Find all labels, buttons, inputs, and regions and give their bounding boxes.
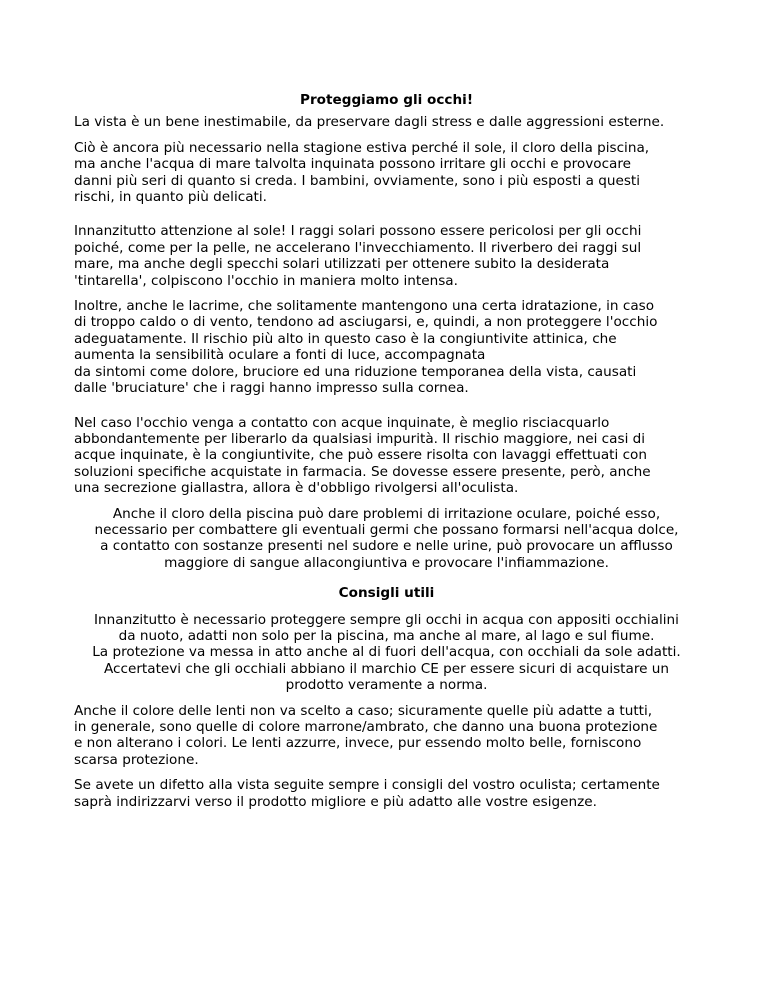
paragraph-sun: Innanzitutto attenzione al sole! I raggi solari possono essere pericolosi per gli occhi poiché, come per la pelle, ne accelerano l'invecchiamento. Il riverbero dei raggi sul mare, ma anche degli specchi solari utilizzati per ottenere subito la desiderata 'tintarella', colpiscono l'occhio in maniera molto intensa. (74, 223, 642, 289)
paragraph-polluted-water: Nel caso l'occhio venga a contatto con acque inquinate, è meglio risciacquarlo abbondantemente per liberarlo da qualsiasi impurità. Il rischio maggiore, nei casi di acque inquinate, è la congiuntivite, che può essere risolta con lavaggi effettuati con soluzioni specifiche acquistate in farmacia. Se dovesse essere presente, però, anche una secrezione giallastra, allora è d'obbligo rivolgersi all'oculista. (74, 414, 651, 497)
paragraph-optician: Se avete un difetto alla vista seguite sempre i consigli del vostro oculista; certamente saprà indirizzarvi verso il prodotto migliore e più adatto alle vostre esigenze. (74, 777, 660, 810)
section-heading: Consigli utili (338, 585, 435, 602)
paragraph-intro: La vista è un bene inestimabile, da preservare dagli stress e dalle aggressioni esterne. (74, 114, 665, 131)
paragraph-goggles: Innanzitutto è necessario proteggere sempre gli occhi in acqua con appositi occhialini da nuoto, adatti non solo per la piscina, ma anche al mare, al lago e sul fiume. La protezione va messa in atto anche al di fuori dell'acqua, con occhiali da sole adatti. Accertatevi che gli occhiali abbiano il marchio CE per essere sicuri di acquistare un prodotto veramente a norma. (92, 611, 681, 694)
paragraph-summer: Ciò è ancora più necessario nella stagione estiva perché il sole, il cloro della piscina, ma anche l'acqua di mare talvolta inquinata possono irritare gli occhi e provocare danni più seri di quanto si creda. I bambini, ovviamente, sono i più esposti a questi rischi, in quanto più delicati. (74, 139, 650, 206)
paragraph-chlorine: Anche il cloro della piscina può dare problemi di irritazione oculare, poiché esso, necessario per combattere gli eventuali germi che possano formarsi nell'acqua dolce, a contatto con sostanze presenti nel sudore e nelle urine, può provocare un afflusso maggiore di sangue allacongiuntiva e provocare l'infiammazione. (94, 505, 679, 571)
document-title: Proteggiamo gli occhi! (299, 92, 474, 108)
document-body (74, 92, 699, 819)
paragraph-tears: Inoltre, anche le lacrime, che solitamente mantengono una certa idratazione, in caso di troppo caldo o di vento, tendono ad asciugarsi, e, quindi, a non proteggere l'occhio adeguatamente. Il rischio più alto in questo caso è la congiuntivite attinica, che aumenta la sensibilità oculare a fonti di luce, accompagnata da sintomi come dolore, bruciore ed una riduzione temporanea della vista, causati dalle 'bruciature' che i raggi hanno impresso sulla cornea. (74, 298, 658, 397)
paragraph-lenses: Anche il colore delle lenti non va scelto a caso; sicuramente quelle più adatte a tutti, in generale, sono quelle di colore marrone/ambrato, che danno una buona protezione e non alterano i colori. Le lenti azzurre, invece, pur essendo molto belle, forniscono scarsa protezione. (74, 702, 658, 768)
